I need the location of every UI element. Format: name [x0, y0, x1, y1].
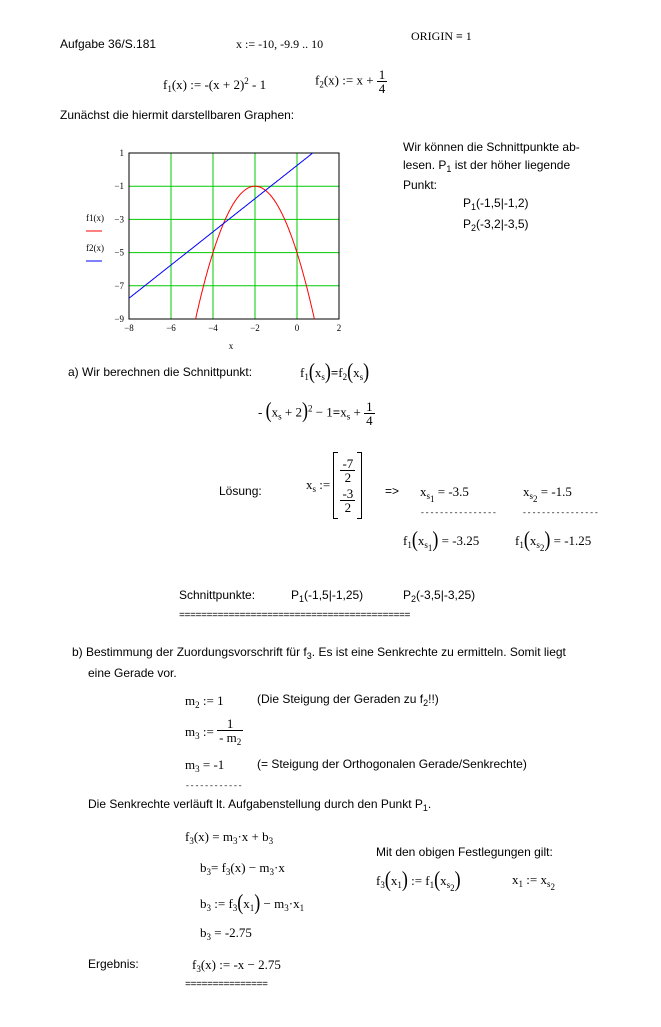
dashes-1: ----------------	[420, 509, 497, 518]
y-tick-label: −3	[114, 214, 124, 225]
implies-arrow: =>	[385, 484, 400, 498]
solution-matrix: $x_s$ := -7 2 -3 2	[306, 452, 362, 519]
m2-definition: $m_2$ := 1	[185, 693, 224, 710]
ergebnis-label: Ergebnis:	[88, 957, 139, 971]
x-tick-label: −2	[250, 323, 260, 333]
m3-evaluation: $m_3 = -1$	[185, 757, 225, 774]
y-tick-label: −9	[114, 314, 124, 324]
separator-a: ==========================================	[179, 611, 411, 622]
part-a-label: a) Wir berechnen die Schnittpunkt:	[68, 365, 253, 379]
x-tick-label: −4	[208, 323, 218, 333]
b3-formula: $b_3= f_3(x) - m_3\cdot x$	[200, 860, 285, 877]
xs1-value: $x_{s_1} = -3.5$	[420, 484, 469, 504]
f3-general: $f_3(x) = m_3\cdot x + b_3$	[185, 829, 274, 846]
expanded-equation: - $(x_s + 2)^2 - 1=x_s$ + $\frac{1}{4}$	[258, 397, 373, 428]
y-tick-label: −5	[114, 247, 124, 258]
side-note-line1: Wir können die Schnittpunkte ab-	[403, 140, 580, 154]
side-note-p2: $P_2(-3,2|-3,5)$	[463, 217, 529, 233]
series-line-2	[129, 145, 339, 298]
x-axis-label: x	[228, 341, 234, 351]
intersection-equation: $f_1(x_s)=f_2(x_s)$	[300, 358, 370, 384]
senkrechte-text: Die Senkrechte verläuft lt. Aufgabenstellung durch den Punkt $P_1$.	[88, 797, 432, 813]
side-note-line2: lesen. $P_1$ ist der höher liegende	[403, 158, 571, 174]
f1-xs1-value: $f_1(x_{s_1}) = -3.25$	[403, 526, 480, 553]
intro-text: Zunächst die hiermit darstellbaren Graphen:	[60, 108, 295, 122]
legend-label-1: f1(x)	[86, 213, 104, 223]
range-definition: x := -10, -9.9 .. 10	[236, 37, 324, 51]
series-line-1	[129, 186, 339, 355]
plot-frame	[129, 153, 339, 319]
dashes-2: ----------------	[522, 509, 599, 518]
function-plot	[84, 145, 354, 355]
f1-xs2-value: $f_1(x_{s_2}) = -1.25$	[515, 526, 592, 553]
schnittpunkt-p1: $P_1(-1,5|-1,25)$	[291, 588, 364, 604]
x-tick-label: 2	[336, 323, 342, 333]
y-tick-label: −1	[114, 181, 124, 192]
m3-definition: $m_3$ := $\frac{1}{- m_2}$	[185, 716, 242, 747]
xs2-value: $x_{s_2} = -1.5$	[523, 484, 572, 504]
part-b-line2: eine Gerade vor.	[88, 666, 177, 680]
schnittpunkt-p2: $P_2(-3,5|-3,25)$	[403, 588, 476, 604]
y-tick-label: 1	[119, 148, 124, 158]
m2-note: (Die Steigung der Geraden zu $f_2$!!)	[257, 692, 439, 708]
x-tick-label: 0	[294, 323, 300, 333]
f2-definition: $f_2(x)$ := x + $\frac{1}{4}$	[315, 67, 386, 96]
final-result: $f_3(x)$ := -x − 2.75	[192, 957, 281, 974]
side-note-line3: Punkt:	[403, 178, 438, 192]
short-dashes: ------------	[185, 782, 243, 791]
x1-definition: $x_1$ := $x_{s_2}$	[512, 872, 555, 892]
festlegung-text: Mit den obigen Festlegungen gilt:	[376, 845, 553, 859]
separator-b: ===============	[185, 980, 268, 991]
b3-assignment: $b_3$ := $f_3(x_1) - m_3\cdot x_1$	[200, 889, 305, 915]
f3-x1-definition: $f_3(x_1)$ := $f_1(x_{s_2})$	[376, 866, 461, 893]
f1-definition: $f_1(x)$ := $-(x + 2)^2 - 1$	[163, 76, 267, 94]
origin-definition: ORIGIN ≡ 1	[411, 29, 472, 43]
side-note-p1: $P_1(-1,5|-1,2)$	[463, 196, 529, 212]
loesung-label: Lösung:	[219, 484, 262, 498]
x-tick-label: −6	[166, 323, 176, 333]
m3-note: (= Steigung der Orthogonalen Gerade/Senkrechte)	[257, 757, 527, 771]
x-tick-label: −8	[124, 323, 134, 333]
schnittpunkte-label: Schnittpunkte:	[179, 588, 256, 602]
b3-evaluation: $b_3 = -2.75$	[200, 925, 252, 942]
exercise-title: Aufgabe 36/S.181	[60, 37, 157, 51]
part-b-line1: b) Bestimmung der Zuordungsvorschrift für $f_3$. Es ist eine Senkrechte zu ermitteln. Somit liegt	[72, 645, 566, 661]
y-tick-label: −7	[114, 280, 124, 291]
legend-label-2: f2(x)	[86, 243, 104, 253]
